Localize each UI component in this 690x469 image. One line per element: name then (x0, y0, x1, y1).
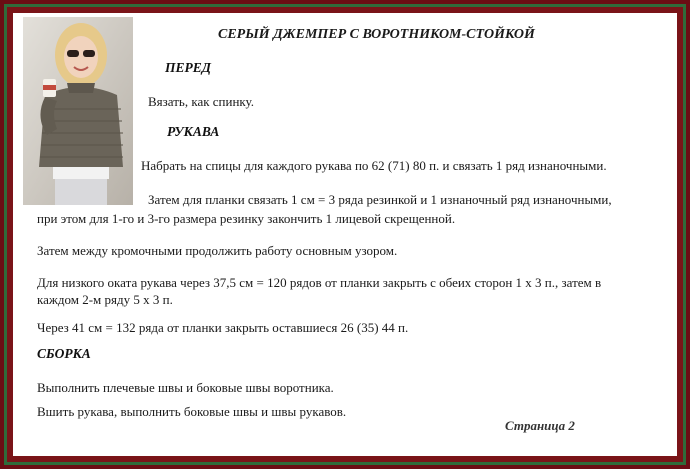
assembly-paragraph-1: Выполнить плечевые швы и боковые швы воротника. (37, 380, 334, 395)
sleeves-paragraph-3: Затем между кромочными продолжить работу основным узором. (37, 243, 398, 258)
front-text: Вязать, как спинку. (148, 94, 255, 109)
sleeves-paragraph-2-line-2: при этом для 1-го и 3-го размера резинку закончить 1 лицевой скрещенной. (37, 211, 456, 226)
sleeves-paragraph-2-line-1: Затем для планки связать 1 см = 3 ряда резинкой и 1 изнаночный ряд изнаночными, (148, 192, 612, 207)
frame-green-band (4, 4, 686, 465)
assembly-paragraph-2: Вшить рукава, выполнить боковые швы и швы рукавов. (37, 404, 347, 419)
heading-assembly: СБОРКА (37, 346, 91, 361)
document-page (13, 13, 677, 456)
sleeves-paragraph-1: Набрать на спицы для каждого рукава по 62 (71) 80 п. и связать 1 ряд изнаночными. (141, 158, 607, 173)
sleeves-paragraph-4-line-1: Для низкого оката рукава через 37,5 см = 120 рядов от планки закрыть с обеих сторон 1 х 3 п., затем в (37, 275, 602, 290)
sleeves-paragraph-5: Через 41 см = 132 ряда от планки закрыть оставшиеся 26 (35) 44 п. (37, 320, 409, 335)
frame-red-band (7, 7, 683, 462)
heading-front: ПЕРЕД (165, 60, 211, 75)
page-number: Страница 2 (505, 418, 575, 433)
sweater-photo (23, 17, 133, 205)
page-title: СЕРЫЙ ДЖЕМПЕР С ВОРОТНИКОМ-СТОЙКОЙ (218, 27, 535, 42)
sleeves-paragraph-4-line-2: каждом 2-м ряду 5 х 3 п. (37, 292, 173, 307)
heading-sleeves: РУКАВА (167, 124, 220, 139)
